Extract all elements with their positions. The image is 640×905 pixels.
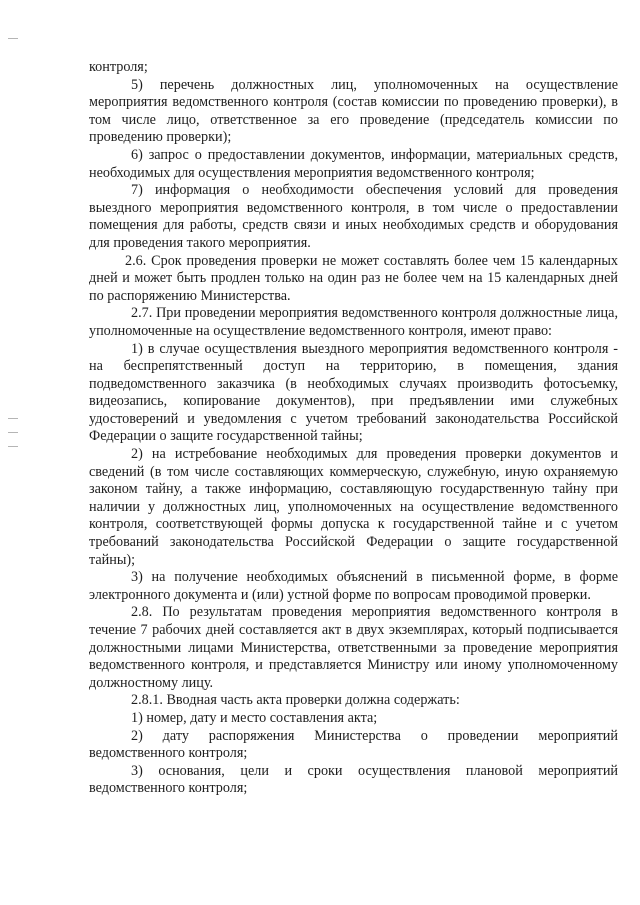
clause-2-8-1: 2.8.1. Вводная часть акта проверки должна содержать: [131,692,460,709]
document-page [89,59,618,798]
right-item-2: 2) на истребование необходимых для проведения проверки документов и сведений (в том числе составляющих коммерческую, служебную, иную охраняемую законом тайну, а также информацию, составляющую государственную тайну при наличии у должностных лиц, уполномоченных на осуществление ведомственного контроля, соответствующей формы допуска к государственной тайне и с учетом требований законодательства Российской Федерации о защите государственной тайны); [89,446,618,568]
clause-2-7: 2.7. При проведении мероприятия ведомственного контроля должностные лица, уполномоченные на осуществление ведомственного контроля, имеют право: [89,305,618,339]
clause-2-8: 2.8. По результатам проведения мероприятия ведомственного контроля в течение 7 рабочих дней составляется акт в двух экземплярах, который подписывается должностными лицами Министерства, ответственными за проведение мероприятия ведомственного контроля, и представляется Министру или иному уполномоченному должностному лицу. [89,604,618,691]
act-item-1: 1) номер, дату и место составления акта; [131,709,378,726]
scan-margin-mark [8,446,18,447]
right-item-3: 3) на получение необходимых объяснений в письменной форме, в форме электронного документа и (или) устной форме по вопросам проводимой проверки. [89,569,618,603]
scan-margin-mark [8,38,18,39]
clause-2-6: 2.6. Срок проведения проверки не может составлять более чем 15 календарных дней и может быть продлен только на один раз не более чем на 15 календарных дней по распоряжению Министерства. [89,252,618,304]
list-item-6: 6) запрос о предоставлении документов, информации, материальных средств, необходимых для осуществления мероприятия ведомственного контроля; [89,146,618,181]
act-item-2: 2) дату распоряжения Министерства о проведении мероприятий ведомственного контроля; [89,727,618,762]
paragraph-continuation: контроля; [89,59,148,75]
list-item-5: 5) перечень должностных лиц, уполномоченных на осуществление мероприятия ведомственного контроля (состав комиссии по проведению проверки), в том числе лицо, ответственное за его проведение (председатель комиссии по проведению проверки); [89,76,618,146]
right-item-1: 1) в случае осуществления выездного мероприятия ведомственного контроля - на беспрепятственный доступ на территорию, в помещения, здания подведомственного заказчика (в необходимых случаях производить фотосъемку, видеозапись, копирование документов), при предъявлении ими служебных удостоверений и уведомления с учетом требований законодательства Российской Федерации о защите государственной тайны; [89,340,618,445]
scan-margin-mark [8,432,18,433]
list-item-7: 7) информация о необходимости обеспечения условий для проведения выездного мероприятия ведомственного контроля, в том числе о предоставлении помещения для работы, средств связи и иных необходимых средств и оборудования для проведения такого мероприятия. [89,182,618,251]
scan-margin-mark [8,418,18,419]
act-item-3: 3) основания, цели и сроки осуществления плановой мероприятий ведомственного контроля; [89,762,618,797]
